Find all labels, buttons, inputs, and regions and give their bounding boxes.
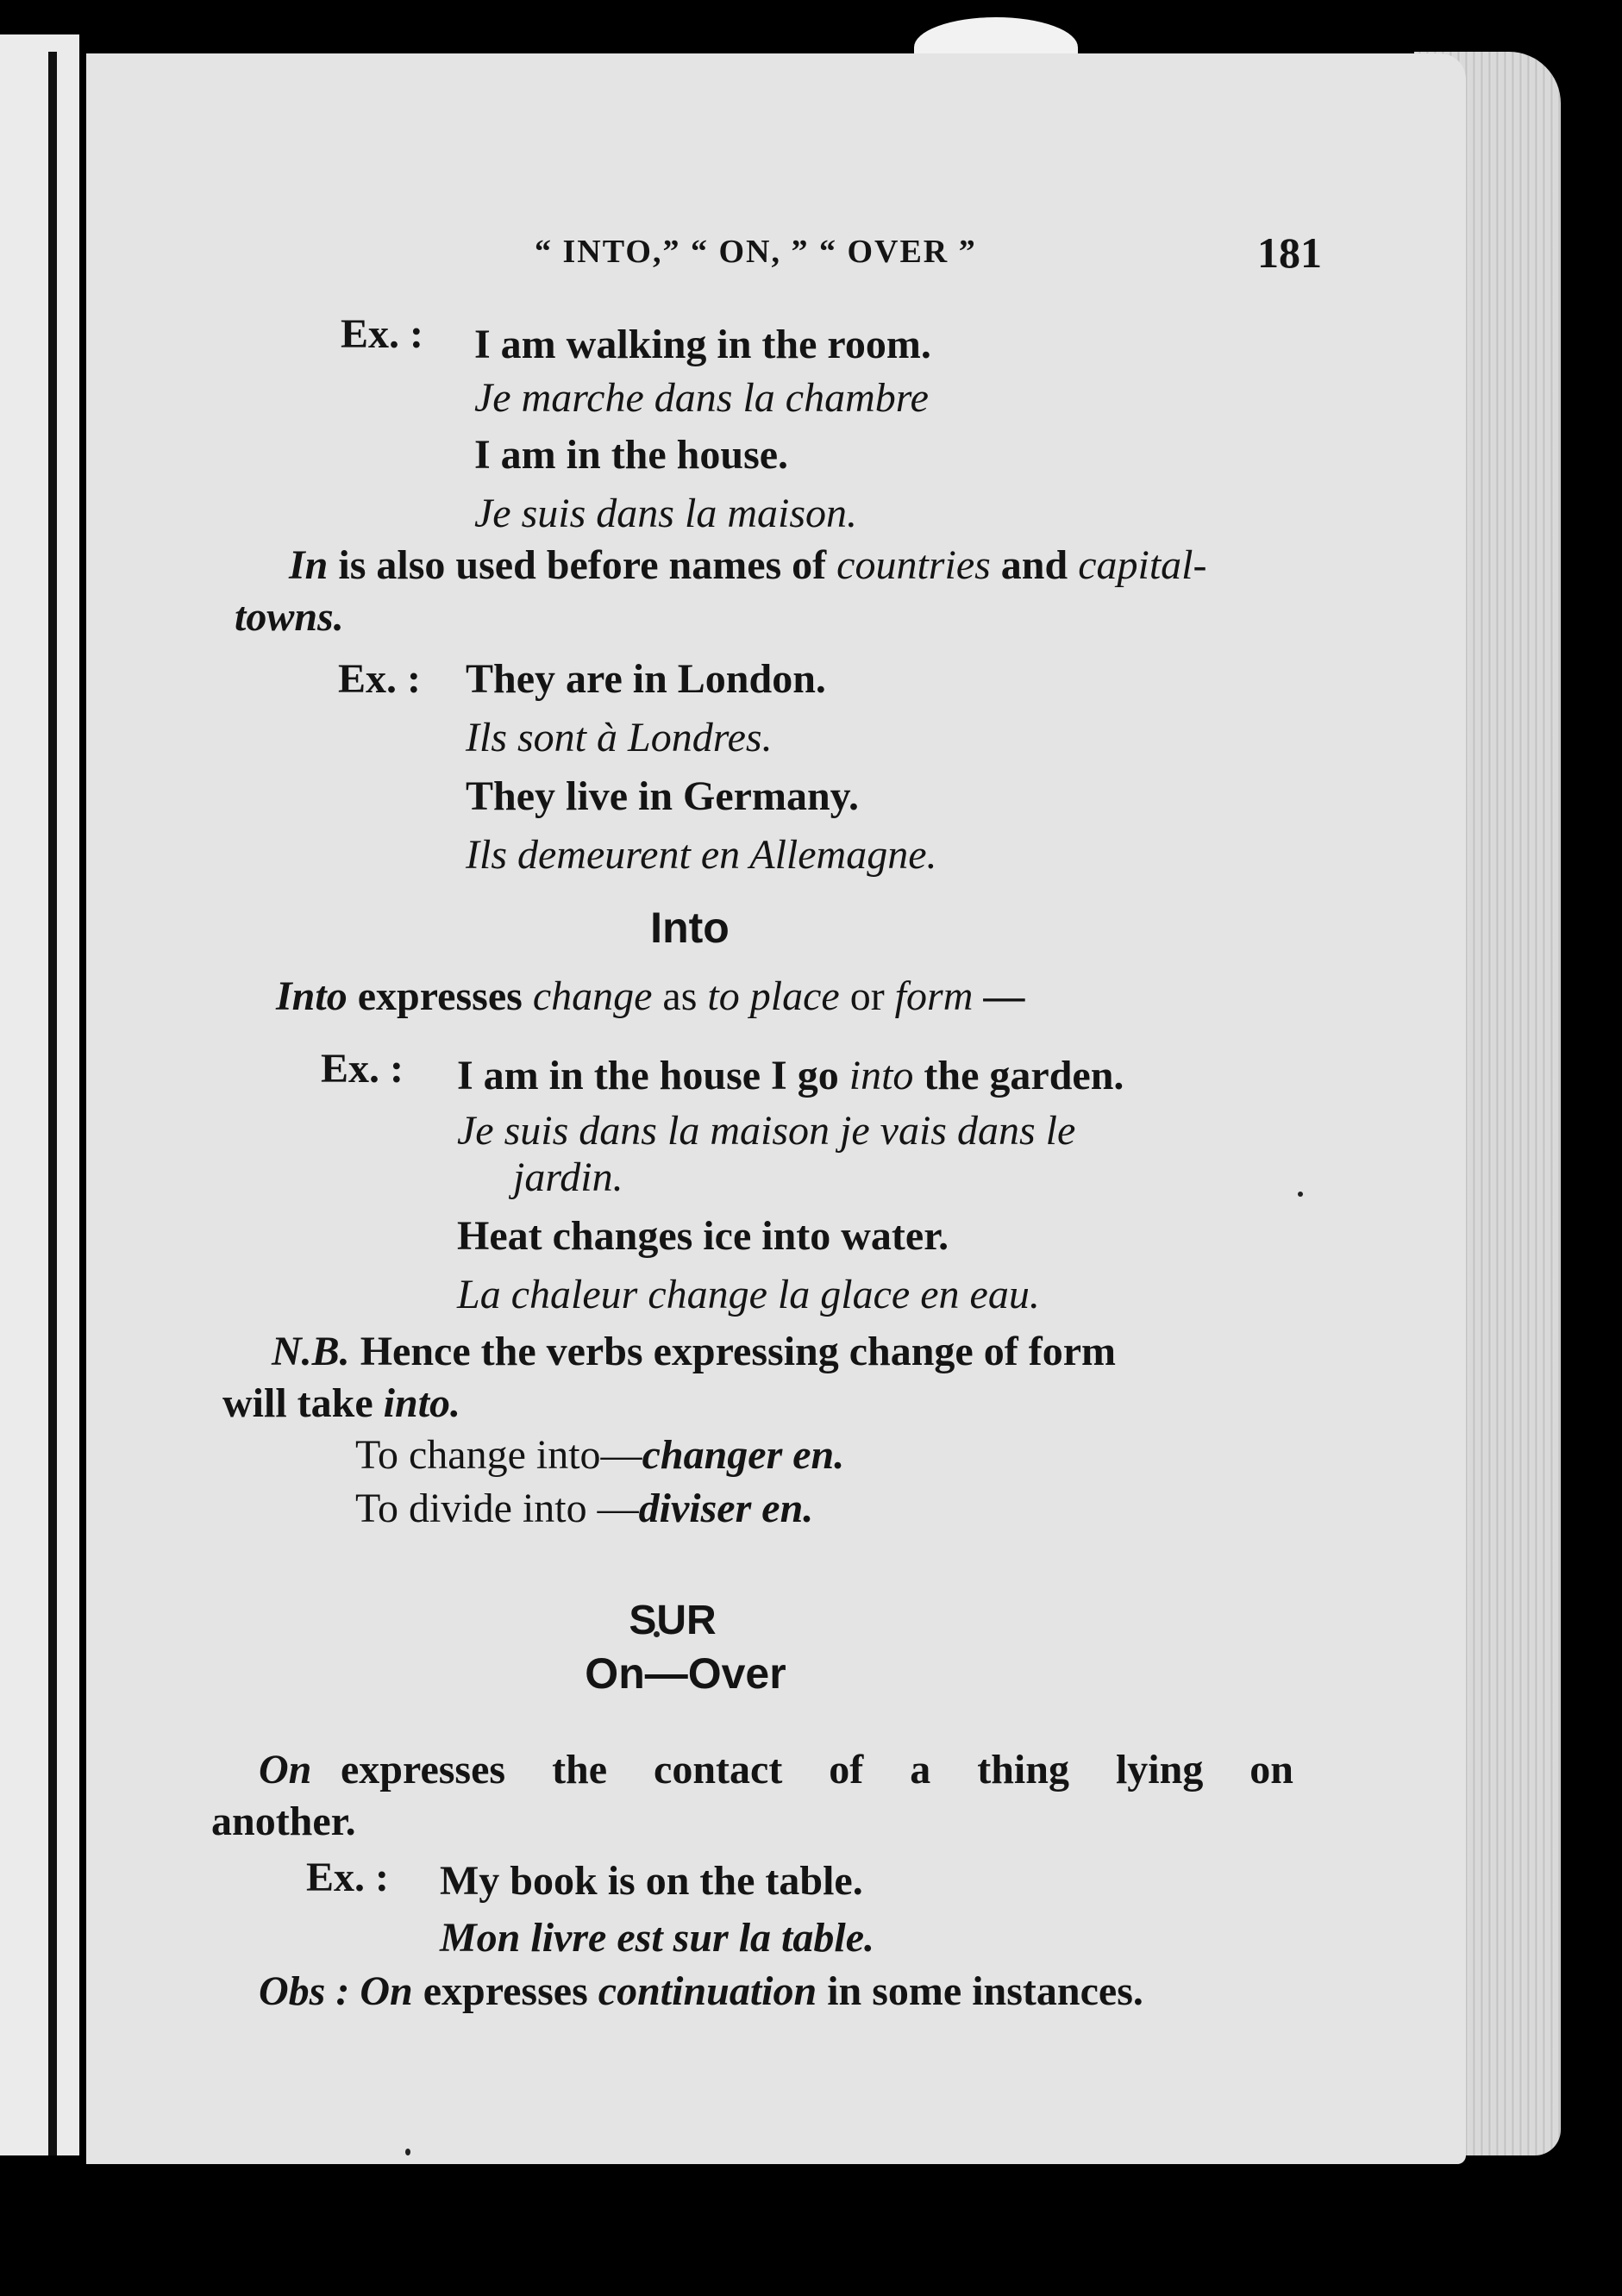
definition-line xyxy=(276,974,1024,1020)
paragraph-line: towns. xyxy=(235,594,344,640)
example-french-line: jardin. xyxy=(513,1154,623,1200)
example-english-line: I am walking in the room. xyxy=(474,322,931,367)
term-into: Into xyxy=(276,973,348,1019)
paragraph-text: will take xyxy=(222,1380,384,1426)
book-gutter xyxy=(48,52,57,2155)
page-number: 181 xyxy=(1257,228,1322,277)
stray-mark xyxy=(405,2149,410,2155)
dash: — xyxy=(973,973,1025,1019)
paragraph-text: the garden. xyxy=(913,1053,1124,1098)
example-french-line: Je marche dans la chambre xyxy=(474,375,929,421)
facing-page-edge xyxy=(0,34,79,2155)
example-french-line: Je suis dans la maison je vais dans le xyxy=(457,1108,1076,1154)
example-french-line: Ils demeurent en Allemagne. xyxy=(466,832,937,878)
paragraph-line xyxy=(289,543,1206,589)
example-english-line xyxy=(457,1054,1124,1099)
note-line xyxy=(272,1329,1116,1375)
italic-term: into xyxy=(849,1053,914,1098)
example-french-line: Ils sont à Londres. xyxy=(466,715,773,760)
example-french-line: La chaleur change la glace en eau. xyxy=(457,1272,1040,1317)
paragraph-text: and xyxy=(990,542,1079,588)
italic-term: change xyxy=(532,973,653,1019)
verb-example-line xyxy=(355,1486,813,1532)
paragraph-text: To change into— xyxy=(355,1432,642,1478)
observation-line xyxy=(259,1969,1143,2015)
example-english-line: My book is on the table. xyxy=(440,1858,863,1904)
example-label: Ex. : xyxy=(321,1046,404,1092)
definition-line: another. xyxy=(211,1799,356,1844)
italic-term: continuation xyxy=(598,1968,817,2014)
example-english-line: They are in London. xyxy=(466,656,826,702)
term-on: On xyxy=(360,1968,413,2014)
paragraph-text: is also used before names of xyxy=(328,542,837,588)
paragraph-text: expresses the contact of a thing lying on xyxy=(341,1747,1293,1792)
italic-term: countries xyxy=(836,542,991,588)
paragraph-text: Hence the verbs expressing change of form xyxy=(349,1329,1116,1374)
paragraph-text: To divide into — xyxy=(355,1486,639,1531)
example-english-line: Heat changes ice into water. xyxy=(457,1213,949,1259)
italic-term: form xyxy=(894,973,974,1019)
paragraph-text: as xyxy=(652,973,708,1019)
italic-term: capital- xyxy=(1078,542,1207,588)
paragraph-text: or xyxy=(839,973,895,1019)
section-subheading: On—Over xyxy=(585,1649,786,1698)
paragraph-text: expresses xyxy=(412,1968,598,2014)
paragraph-text: I am in the house I go xyxy=(457,1053,849,1098)
obs-label: Obs : xyxy=(259,1968,350,2014)
example-label: Ex. : xyxy=(341,311,423,357)
example-english-line: I am in the house. xyxy=(474,432,789,478)
example-french-line: Je suis dans la maison. xyxy=(474,491,857,536)
example-english-line: They live in Germany. xyxy=(466,773,859,819)
example-label: Ex. : xyxy=(338,656,421,702)
book-page xyxy=(86,53,1466,2164)
term-on: On xyxy=(259,1747,312,1792)
paragraph-text: in some instances. xyxy=(817,1968,1143,2014)
section-heading-into: Into xyxy=(650,904,730,952)
paragraph-text: expresses xyxy=(347,973,533,1019)
term-in: In xyxy=(289,542,329,588)
example-label: Ex. : xyxy=(306,1855,389,1900)
section-heading-sur: SUR xyxy=(629,1598,717,1643)
example-french-line: Mon livre est sur la table. xyxy=(440,1915,875,1961)
italic-term: changer en. xyxy=(642,1432,845,1478)
verb-example-line xyxy=(355,1433,844,1479)
italic-term: into. xyxy=(383,1380,461,1426)
running-title: “ INTO,” “ ON, ” “ OVER ” xyxy=(535,234,977,270)
definition-line xyxy=(259,1748,1293,1793)
note-line xyxy=(222,1381,460,1427)
stray-mark xyxy=(1298,1192,1303,1197)
note-label: N.B. xyxy=(272,1329,350,1374)
italic-term: to place xyxy=(707,973,840,1019)
italic-term: diviser en. xyxy=(638,1486,814,1531)
